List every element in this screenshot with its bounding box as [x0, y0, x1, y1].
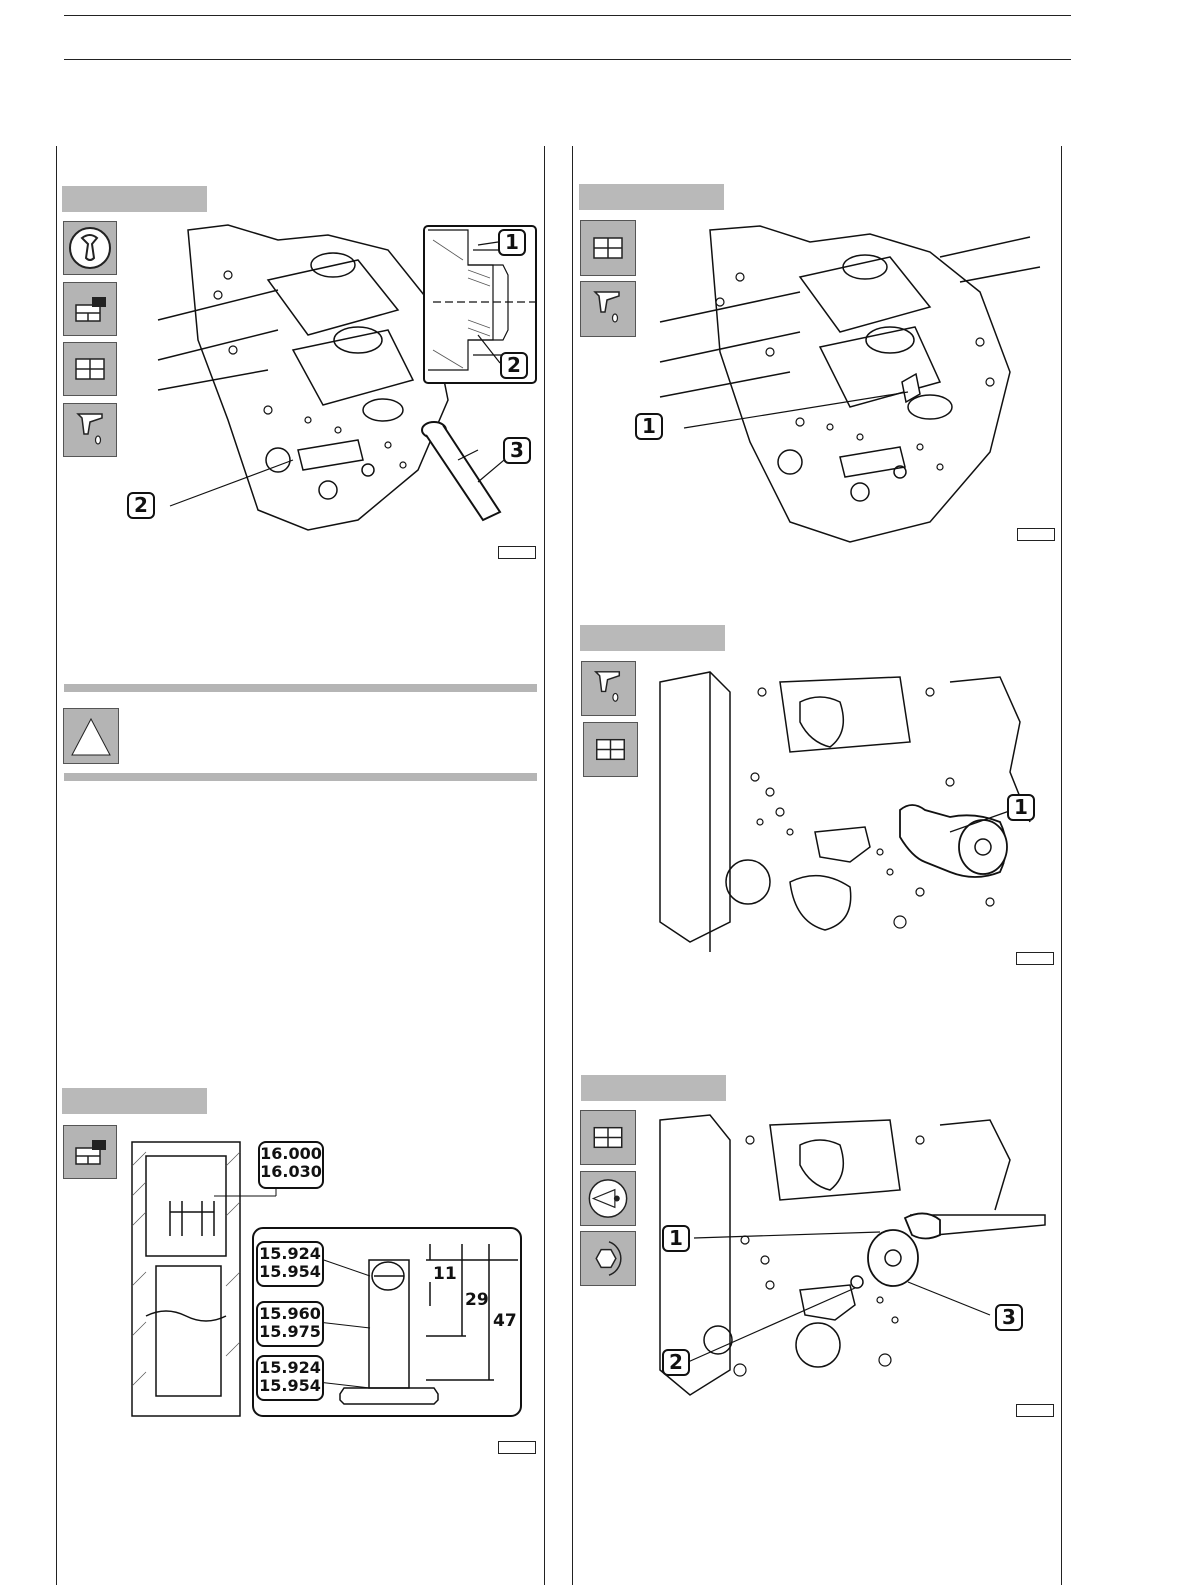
- column-divider-center: [544, 146, 545, 1585]
- disassembly-icon: [583, 722, 638, 777]
- dim-value: 15.954: [259, 1376, 321, 1395]
- oil-icon: [63, 403, 117, 457]
- callout-2: 2: [127, 492, 155, 519]
- pin-middle-dimension-box: [256, 1301, 324, 1347]
- measure-icon: [63, 282, 117, 336]
- dim-value: 15.924: [259, 1244, 321, 1263]
- measure-icon: [63, 1125, 117, 1179]
- callout-1: 1: [662, 1225, 690, 1252]
- column-divider-center-2: [572, 146, 573, 1585]
- oil-icon: [580, 281, 636, 337]
- figure-number-tag: [1017, 528, 1055, 541]
- figure-header-bar: [579, 184, 724, 210]
- connecting-rod-section-drawing: [126, 1136, 526, 1426]
- warning-triangle-icon: [63, 708, 119, 764]
- callout-2: 2: [662, 1349, 690, 1376]
- figure-header-bar: [62, 1088, 207, 1114]
- figure-header-bar: [580, 625, 725, 651]
- dim-value: 15.954: [259, 1262, 321, 1281]
- engine-block-drawing-2: [640, 222, 1060, 544]
- figure-number-tag: [498, 546, 536, 559]
- dim-value: 15.960: [259, 1304, 321, 1323]
- figure-header-bar: [62, 186, 207, 212]
- disassembly-icon: [580, 1110, 636, 1165]
- oil-icon: [581, 661, 636, 716]
- length-11-label: 11: [433, 1264, 457, 1284]
- torque-icon: [580, 1231, 636, 1286]
- length-29-label: 29: [465, 1290, 489, 1310]
- engine-block-drawing-1: [128, 220, 543, 540]
- callout-3: 3: [503, 437, 531, 464]
- warning-bar-top: [64, 684, 537, 692]
- callout-1: 1: [1007, 794, 1035, 821]
- callout-1: 1: [498, 229, 526, 256]
- engine-block-drawing-3: [650, 662, 1050, 954]
- callout-1: 1: [635, 413, 663, 440]
- length-47-label: 47: [493, 1311, 517, 1331]
- callout-3: 3: [995, 1304, 1023, 1331]
- dim-value: 16.000: [260, 1144, 322, 1163]
- bore-dimension-box: [258, 1141, 324, 1189]
- warning-bar-bottom: [64, 773, 537, 781]
- top-rule: [64, 15, 1071, 16]
- inspection-icon: [580, 1171, 636, 1226]
- dim-value: 15.924: [259, 1358, 321, 1377]
- figure-number-tag: [1016, 952, 1054, 965]
- column-divider-right: [1061, 146, 1062, 1585]
- figure-number-tag: [498, 1441, 536, 1454]
- column-divider-left: [56, 146, 57, 1585]
- dim-value: 16.030: [260, 1162, 322, 1181]
- engine-block-drawing-4: [650, 1110, 1050, 1400]
- pin-upper-dimension-box: [256, 1241, 324, 1287]
- header-rule: [64, 59, 1071, 60]
- dim-value: 15.975: [259, 1322, 321, 1341]
- figure-header-bar: [581, 1075, 726, 1101]
- pin-lower-dimension-box: [256, 1355, 324, 1401]
- callout-2-inset: 2: [500, 352, 528, 379]
- figure-number-tag: [1016, 1404, 1054, 1417]
- disassembly-icon: [580, 220, 636, 276]
- tool-icon: [63, 221, 117, 275]
- disassembly-icon: [63, 342, 117, 396]
